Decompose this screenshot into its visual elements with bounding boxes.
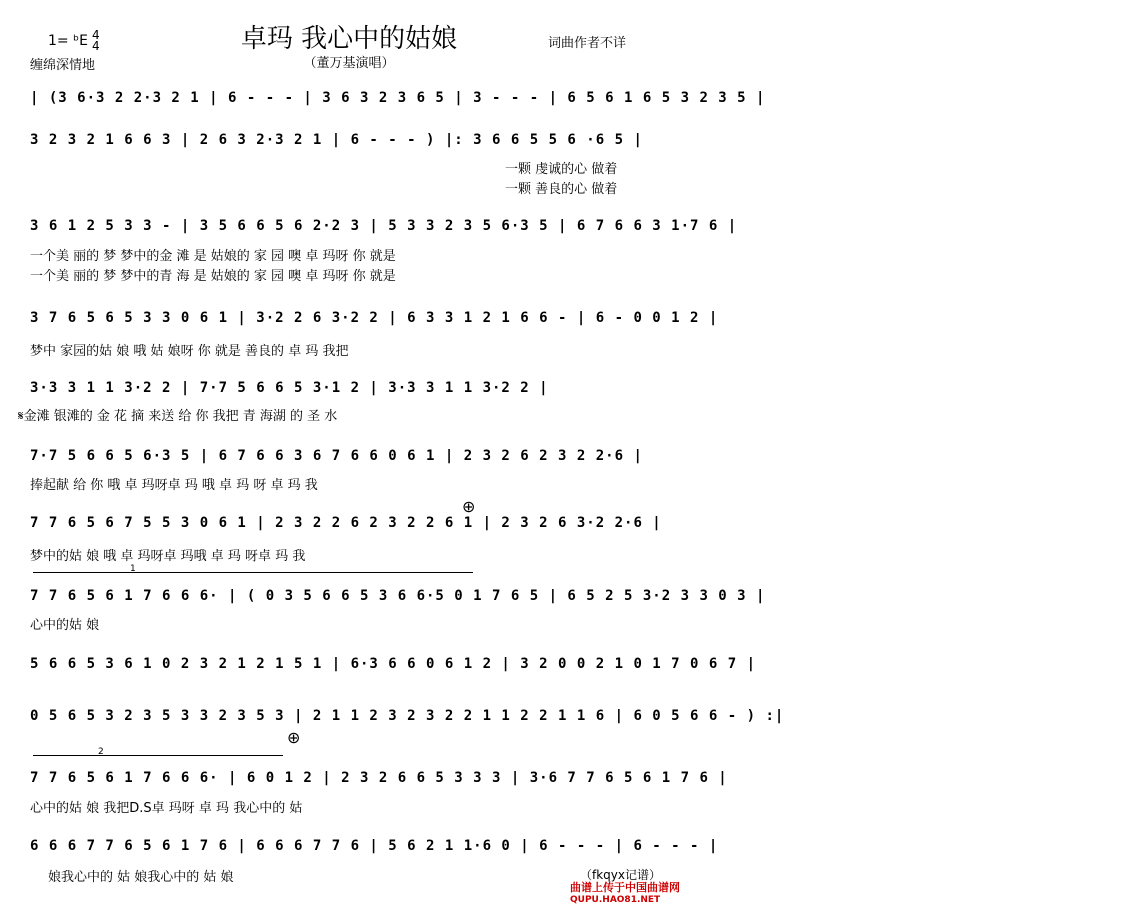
score-row-12: 6 6 6 7 7 6 5 6 1 7 6 | 6 6 6 7 7 6 | 5 6 2 1 1·6 0 | 6 - - - | 6 - - - | (30, 838, 719, 854)
watermark (570, 882, 680, 906)
key-label: 1= ᵇE (48, 33, 88, 49)
tempo-mood: 缠绵深情地 (30, 58, 96, 73)
score-row-9: 5 6 6 5 3 6 1 0 2 3 2 1 2 1 5 1 | 6·3 6 6 0 6 1 2 | 3 2 0 0 2 1 0 1 7 0 6 7 | (30, 656, 757, 672)
time-bottom: 4 (91, 39, 100, 53)
score-row-8: 7 7 6 5 6 1 7 6 6 6· | ( 0 3 5 6 6 5 3 6 6·5 0 1 7 6 5 | 6 5 2 5 3·2 3 3 0 3 | (30, 588, 766, 604)
score-row-7: 7 7 6 5 6 7 5 5 3 0 6 1 | 2 3 2 2 6 2 3 2 2 6 1 | 2 3 2 6 3·2 2·6 | (30, 515, 662, 531)
score-row-3: 3 6 1 2 5 3 3 - | 3 5 6 6 5 6 2·2 3 | 5 3 3 2 3 5 6·3 5 | 6 7 6 6 3 1·7 6 | (30, 218, 738, 234)
lyric-row-11: 心中的姑 娘 我把D.S卓 玛呀 卓 玛 我心中的 姑 (30, 801, 303, 816)
watermark-text: 曲谱上传于中国曲谱网 (570, 881, 680, 894)
first-ending-bracket (33, 572, 473, 573)
watermark-url: QUPU.HAO81.NET (570, 895, 661, 905)
credit: 词曲作者不详 (548, 36, 627, 51)
lyric-row-4: 梦中 家园的姑 娘 哦 姑 娘呀 你 就是 善良的 卓 玛 我把 (30, 344, 349, 359)
lyric-row-2b: 一颗 善良的心 做着 (505, 182, 618, 197)
score-row-5: 3·3 3 1 1 3·2 2 | 7·7 5 6 6 5 3·1 2 | 3·3 3 1 1 3·2 2 | (30, 380, 549, 396)
score-row-6: 7·7 5 6 6 5 6·3 5 | 6 7 6 6 3 6 7 6 6 0 6 1 | 2 3 2 6 2 3 2 2·6 | (30, 448, 643, 464)
coda-marker-2: ⊕ (287, 728, 301, 747)
lyric-row-3b: 一个美 丽的 梦 梦中的青 海 是 姑娘的 家 园 噢 卓 玛呀 你 就是 (30, 269, 396, 284)
lyric-row-6: 捧起献 给 你 哦 卓 玛呀卓 玛 哦 卓 玛 呀 卓 玛 我 (30, 478, 318, 493)
performer: （董万基演唱） (303, 56, 395, 71)
second-ending-label: 2 (98, 747, 104, 757)
lyric-row-12: 娘我心中的 姑 娘我心中的 姑 娘 (48, 870, 234, 885)
lyric-row-5: 𝄋金滩 银滩的 金 花 摘 来送 给 你 我把 青 海湖 的 圣 水 (18, 409, 338, 424)
song-title: 卓玛 我心中的姑娘 (240, 24, 458, 54)
second-ending-bracket (33, 755, 283, 756)
score-row-4: 3 7 6 5 6 5 3 3 0 6 1 | 3·2 2 6 3·2 2 | 6 3 3 1 2 1 6 6 - | 6 - 0 0 1 2 | (30, 310, 719, 326)
time-signature (92, 30, 100, 52)
score-row-11: 7 7 6 5 6 1 7 6 6 6· | 6 0 1 2 | 2 3 2 6 6 5 3 3 3 | 3·6 7 7 6 5 6 1 7 6 | (30, 770, 728, 786)
score-row-10: 0 5 6 5 3 2 3 5 3 3 2 3 5 3 | 2 1 1 2 3 2 3 2 2 1 1 2 2 1 1 6 | 6 0 5 6 6 - ) :| (30, 708, 785, 724)
first-ending-label: 1 (130, 564, 136, 574)
transcriber-credit: （fkqyx记谱） (580, 868, 661, 882)
key-signature (48, 30, 100, 52)
lyric-row-2a: 一颗 虔诚的心 做着 (505, 162, 618, 177)
lyric-row-7: 梦中的姑 娘 哦 卓 玛呀卓 玛哦 卓 玛 呀卓 玛 我 (30, 549, 306, 564)
lyric-row-3a: 一个美 丽的 梦 梦中的金 滩 是 姑娘的 家 园 噢 卓 玛呀 你 就是 (30, 249, 396, 264)
coda-marker-1: ⊕ (462, 497, 476, 516)
lyric-row-8: 心中的姑 娘 (30, 618, 100, 633)
score-row-2: 3 2 3 2 1 6 6 3 | 2 6 3 2·3 2 1 | 6 - - - ) |: 3 6 6 5 5 6 ·6 5 | (30, 132, 643, 148)
time-top: 4 (91, 28, 100, 42)
score-row-1: | (3 6·3 2 2·3 2 1 | 6 - - - | 3 6 3 2 3 6 5 | 3 - - - | 6 5 6 1 6 5 3 2 3 5 | (30, 90, 766, 106)
